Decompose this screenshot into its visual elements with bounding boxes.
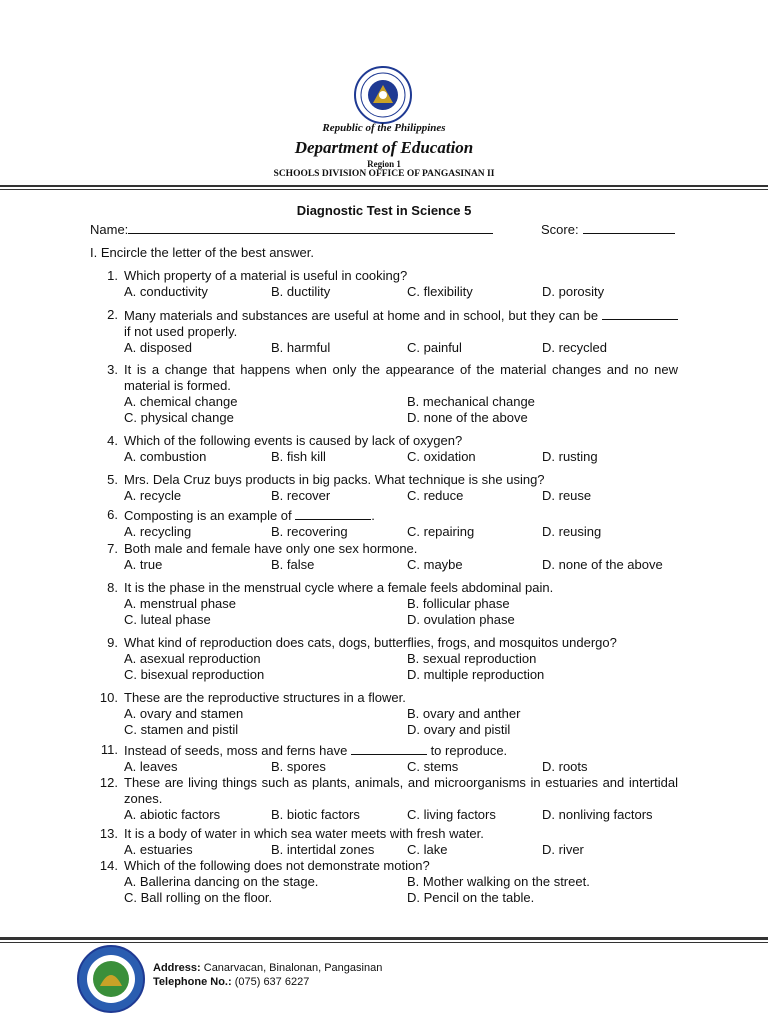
- option-b[interactable]: B. fish kill: [271, 449, 326, 464]
- question-7: [90, 541, 678, 573]
- option-a[interactable]: A. recycle: [124, 488, 182, 503]
- question-6: [90, 507, 678, 540]
- option-a[interactable]: A. recycling: [124, 524, 192, 539]
- option-b[interactable]: B. mechanical change: [407, 394, 535, 409]
- question-10: [90, 690, 678, 738]
- question-4: [90, 433, 678, 465]
- question-number: 1.: [107, 268, 118, 283]
- region-heading: Region 1: [367, 159, 401, 169]
- option-c[interactable]: C. reduce: [407, 488, 464, 503]
- header-divider-thin: [0, 189, 768, 190]
- question-number: 4.: [107, 433, 118, 448]
- option-b[interactable]: B. ductility: [271, 284, 331, 299]
- footer-divider-thin: [0, 942, 768, 943]
- option-c[interactable]: C. lake: [407, 842, 448, 857]
- question-1: [90, 268, 678, 300]
- question-9: [90, 635, 678, 683]
- department-heading: Department of Education: [294, 138, 474, 157]
- option-d[interactable]: D. none of the above: [542, 557, 663, 572]
- option-b[interactable]: B. follicular phase: [407, 596, 510, 611]
- question-8: [90, 580, 678, 628]
- option-c[interactable]: C. maybe: [407, 557, 463, 572]
- test-title: Diagnostic Test in Science 5: [296, 203, 472, 218]
- option-d[interactable]: D. multiple reproduction: [407, 667, 545, 682]
- answer-blank: [602, 307, 678, 320]
- header-divider: [0, 185, 768, 187]
- question-text-part: to reproduce.: [430, 743, 508, 758]
- question-5: [90, 472, 678, 504]
- question-text: Which of the following events is caused by lack of oxygen?: [124, 433, 463, 448]
- footer-divider: [0, 937, 768, 940]
- option-a[interactable]: A. Ballerina dancing on the stage.: [124, 874, 319, 889]
- question-text: These are the reproductive structures in a flower.: [124, 690, 406, 705]
- question-3: [90, 362, 678, 426]
- question-text: Which property of a material is useful in cooking?: [124, 268, 408, 283]
- question-number: 5.: [107, 472, 118, 487]
- option-c[interactable]: C. stems: [407, 759, 459, 774]
- option-c[interactable]: C. oxidation: [407, 449, 476, 464]
- answer-blank: [351, 742, 427, 755]
- option-b[interactable]: B. ovary and anther: [407, 706, 521, 721]
- option-b[interactable]: B. recovering: [271, 524, 348, 539]
- option-c[interactable]: C. repairing: [407, 524, 475, 539]
- name-field[interactable]: [90, 220, 493, 237]
- option-b[interactable]: B. spores: [271, 759, 326, 774]
- option-a[interactable]: A. conductivity: [124, 284, 208, 299]
- option-d[interactable]: D. ovary and pistil: [407, 722, 511, 737]
- option-b[interactable]: B. Mother walking on the street.: [407, 874, 590, 889]
- option-d[interactable]: D. rusting: [542, 449, 598, 464]
- option-c[interactable]: C. luteal phase: [124, 612, 211, 627]
- name-label: Name:: [90, 222, 129, 237]
- division-seal-logo: [76, 944, 146, 1014]
- question-text-part: Composting is an example of: [124, 508, 292, 523]
- question-text-part: Many materials and substances are useful at home and in school, but they can be: [124, 308, 599, 323]
- question-number: 7.: [107, 541, 118, 556]
- option-c[interactable]: C. bisexual reproduction: [124, 667, 265, 682]
- option-c[interactable]: C. painful: [407, 340, 462, 355]
- option-a[interactable]: A. disposed: [124, 340, 192, 355]
- option-d[interactable]: D. porosity: [542, 284, 605, 299]
- option-b[interactable]: B. intertidal zones: [271, 842, 375, 857]
- question-number: 13.: [99, 826, 118, 841]
- address-label: Address:: [153, 962, 201, 974]
- option-d[interactable]: D. recycled: [542, 340, 608, 355]
- question-text-part: if not used properly.: [124, 324, 238, 339]
- question-text: It is a change that happens when only the appearance of the material changes and no new material is formed.: [124, 362, 678, 393]
- option-d[interactable]: D. none of the above: [407, 410, 528, 425]
- question-text: It is the phase in the menstrual cycle where a female feels abdominal pain.: [124, 580, 554, 595]
- question-text: [124, 507, 678, 524]
- question-number: 11.: [100, 742, 118, 757]
- option-d[interactable]: D. ovulation phase: [407, 612, 515, 627]
- question-number: 6.: [107, 507, 118, 522]
- telephone-line: [153, 975, 382, 989]
- option-b[interactable]: B. recover: [271, 488, 331, 503]
- option-d[interactable]: D. nonliving factors: [542, 807, 653, 822]
- question-text: [124, 742, 678, 759]
- question-number: 3.: [107, 362, 118, 377]
- score-field[interactable]: [541, 220, 675, 237]
- option-a[interactable]: A. estuaries: [124, 842, 193, 857]
- option-c[interactable]: C. flexibility: [407, 284, 473, 299]
- address-line: [153, 961, 382, 975]
- republic-heading: Republic of the Philippines: [322, 122, 446, 134]
- option-d[interactable]: D. river: [542, 842, 584, 857]
- option-c[interactable]: C. physical change: [124, 410, 234, 425]
- instruction-text: I. Encircle the letter of the best answer.: [90, 245, 315, 260]
- option-b[interactable]: B. biotic factors: [271, 807, 360, 822]
- option-a[interactable]: A. abiotic factors: [124, 807, 221, 822]
- question-text: Mrs. Dela Cruz buys products in big packs. What technique is she using?: [124, 472, 545, 487]
- question-12: [90, 775, 678, 823]
- question-text: Which of the following does not demonstrate motion?: [124, 858, 430, 873]
- option-a[interactable]: A. ovary and stamen: [124, 706, 244, 721]
- question-text: These are living things such as plants, animals, and microorganisms in estuaries and intertidal zones.: [124, 775, 678, 806]
- deped-seal-logo: [343, 65, 423, 125]
- option-c[interactable]: C. Ball rolling on the floor.: [124, 890, 273, 905]
- option-b[interactable]: B. false: [271, 557, 315, 572]
- question-number: 12.: [99, 775, 118, 790]
- telephone-value: (075) 637 6227: [234, 976, 310, 988]
- question-text: It is a body of water in which sea water meets with fresh water.: [124, 826, 484, 841]
- option-a[interactable]: A. chemical change: [124, 394, 238, 409]
- footer-contact: [153, 961, 382, 989]
- option-d[interactable]: D. roots: [542, 759, 588, 774]
- question-number: 8.: [107, 580, 118, 595]
- option-c[interactable]: C. living factors: [407, 807, 496, 822]
- question-text-part: .: [371, 508, 375, 523]
- question-2: [90, 307, 678, 356]
- name-blank-line[interactable]: [128, 220, 493, 234]
- address-value: Canarvacan, Binalonan, Pangasinan: [203, 962, 383, 974]
- option-d[interactable]: D. reuse: [542, 488, 592, 503]
- option-d[interactable]: D. reusing: [542, 524, 602, 539]
- option-a[interactable]: A. true: [124, 557, 163, 572]
- option-a[interactable]: A. combustion: [124, 449, 207, 464]
- question-number: 9.: [107, 635, 118, 650]
- division-heading: SCHOOLS DIVISION OFFICE OF PANGASINAN II: [273, 169, 495, 179]
- question-text: What kind of reproduction does cats, dogs, butterflies, frogs, and mosquitos undergo?: [124, 635, 617, 650]
- question-13: [90, 826, 678, 858]
- question-11: [90, 742, 678, 775]
- telephone-label: Telephone No.:: [153, 976, 232, 988]
- question-number: 2.: [107, 307, 118, 322]
- question-14: [90, 858, 678, 906]
- option-d[interactable]: D. Pencil on the table.: [407, 890, 535, 905]
- option-b[interactable]: B. harmful: [271, 340, 331, 355]
- option-a[interactable]: A. menstrual phase: [124, 596, 237, 611]
- option-b[interactable]: B. sexual reproduction: [407, 651, 537, 666]
- option-a[interactable]: A. asexual reproduction: [124, 651, 261, 666]
- score-label: Score:: [541, 222, 579, 237]
- question-text: Both male and female have only one sex hormone.: [124, 541, 418, 556]
- question-number: 10.: [99, 690, 118, 705]
- answer-blank: [295, 507, 371, 520]
- score-blank-line[interactable]: [583, 220, 675, 234]
- option-c[interactable]: C. stamen and pistil: [124, 722, 239, 737]
- question-text-part: Instead of seeds, moss and ferns have: [124, 743, 348, 758]
- question-text: [124, 307, 678, 340]
- option-a[interactable]: A. leaves: [124, 759, 178, 774]
- question-number: 14.: [99, 858, 118, 873]
